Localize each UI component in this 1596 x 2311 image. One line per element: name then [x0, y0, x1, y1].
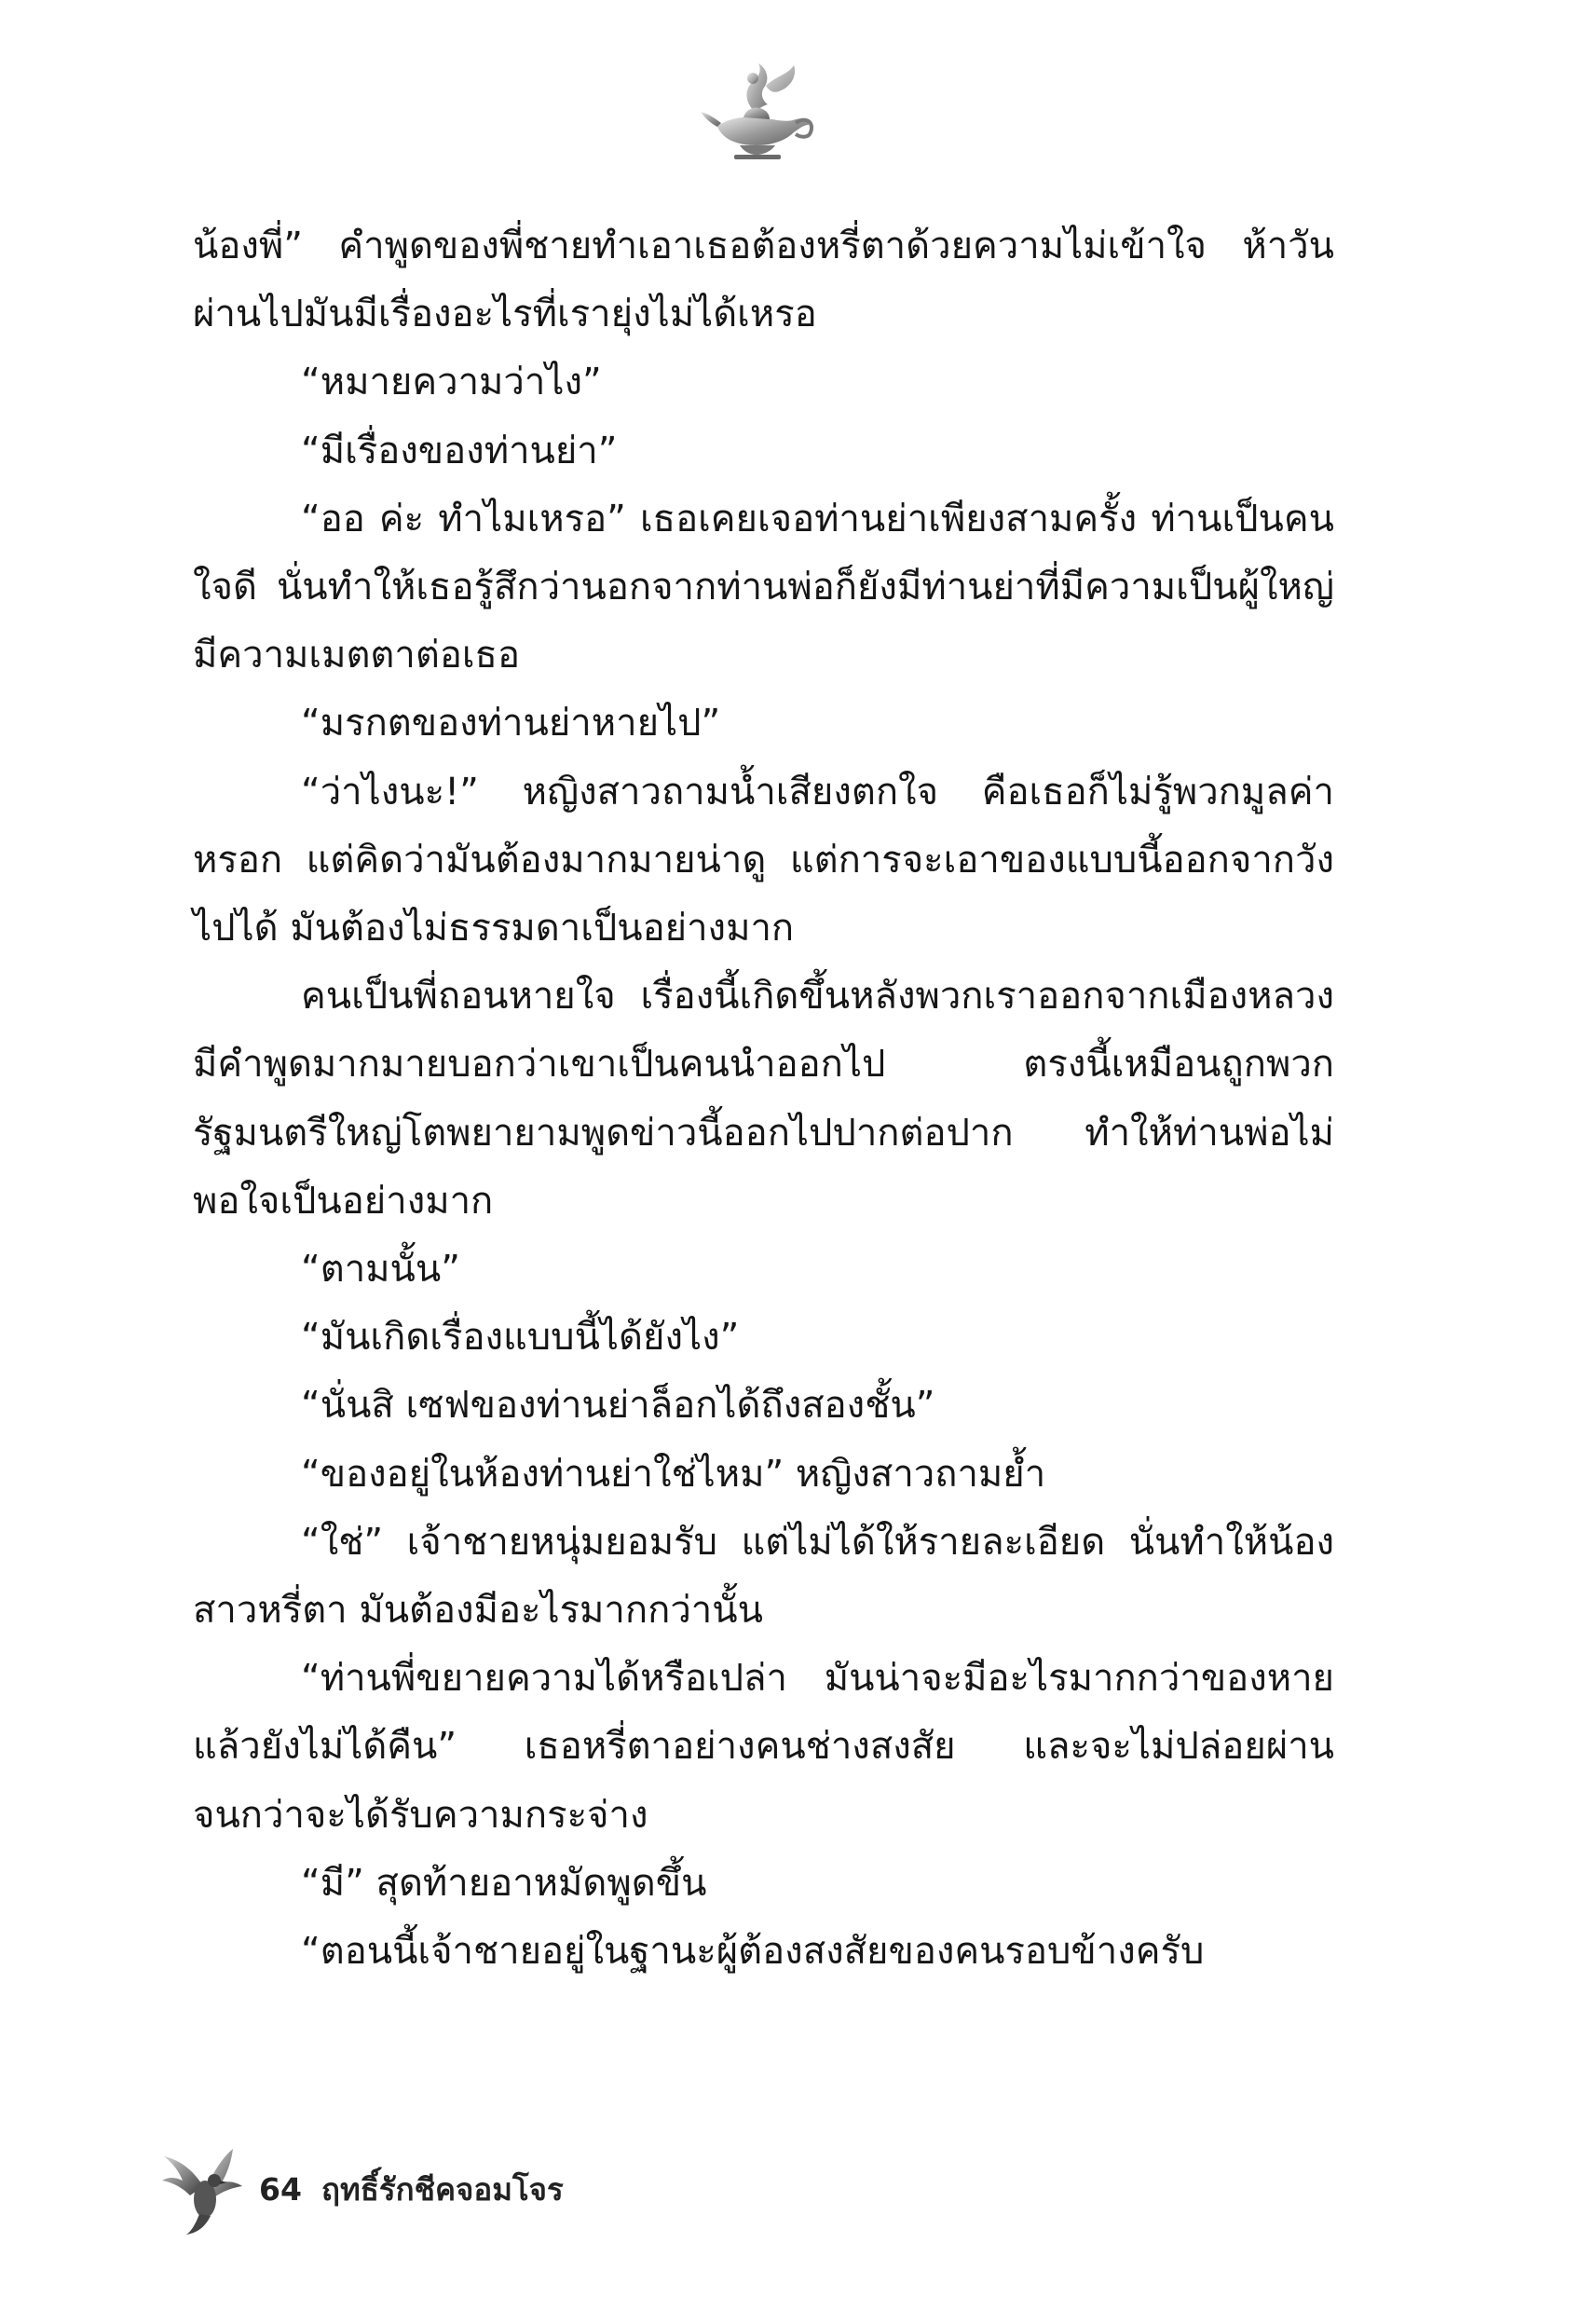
paragraph: “มีเรื่องของท่านย่า” — [301, 429, 618, 472]
paragraph: “หมายความว่าไง” — [301, 361, 602, 404]
paragraph: “มันเกิดเรื่องแบบนี้ได้ยังไง” — [301, 1316, 740, 1360]
genie-lamp-icon — [697, 58, 818, 162]
paragraph: “ท่านพี่ขยายความได้หรือเปล่า มันน่าจะมีอะไรมากกว่าของหายแล้วยังไม่ได้คืน” เธอหรี่ตาอย่างคนช่างสงสัย และจะไม่ปล่อยผ่านจนกว่าจะได้รับความกระจ่าง — [193, 1657, 1334, 1837]
paragraph: “ตอนนี้เจ้าชายอยู่ในฐานะผู้ต้องสงสัยของคนรอบข้างครับ — [301, 1930, 1205, 1974]
paragraph: “มี” สุดท้ายอาหมัดพูดขึ้น — [301, 1861, 707, 1905]
page-footer — [160, 2143, 812, 2246]
paragraph: “มรกตของท่านย่าหายไป” — [301, 702, 721, 745]
paragraph: “ใช่” เจ้าชายหนุ่มยอมรับ แต่ไม่ได้ให้รายละเอียด นั่นทำให้น้องสาวหรี่ตา มันต้องมีอะไรมากกว่านั้น — [193, 1520, 1334, 1633]
paragraph: “นั่นสิ เซฟของท่านย่าล็อกได้ถึงสองชั้น” — [301, 1384, 935, 1428]
book-title: ฤทธิ์รักชีคจอมโจร — [321, 2171, 564, 2208]
paragraph: “ของอยู่ในห้องท่านย่าใช่ไหม” หญิงสาวถามย้ำ — [301, 1452, 1046, 1496]
paragraph: คนเป็นพี่ถอนหายใจ เรื่องนี้เกิดขึ้นหลังพวกเราออกจากเมืองหลวง มีคำพูดมากมายบอกว่าเขาเป็นคนนำออกไป ตรงนี้เหมือนถูกพวกรัฐมนตรีใหญ่โตพยายามพูดข่าวนี้ออกไปปากต่อปาก ทำให้ท่านพ่อไม่พอใจเป็นอย่างมาก — [193, 975, 1334, 1223]
paragraph: “ออ ค่ะ ทำไมเหรอ” เธอเคยเจอท่านย่าเพียงสามครั้ง ท่านเป็นคนใจดี นั่นทำให้เธอรู้สึกว่านอกจากท่านพ่อก็ยังมีท่านย่าที่มีความเป็นผู้ใหญ่ มีความเมตตาต่อเธอ — [193, 497, 1334, 677]
paragraph: “ตามนั้น” — [301, 1248, 460, 1292]
paragraph: น้องพี่” คำพูดของพี่ชายทำเอาเธอต้องหรี่ตาด้วยความไม่เข้าใจ ห้าวันผ่านไปมันมีเรื่องอะไรที่เรายุ่งไม่ได้เหรอ — [193, 225, 1334, 336]
page-number: 64 — [259, 2171, 302, 2208]
paragraph: “ว่าไงนะ!” หญิงสาวถามน้ำเสียงตกใจ คือเธอก็ไม่รู้พวกมูลค่าหรอก แต่คิดว่ามันต้องมากมายน่าดู แต่การจะเอาของแบบนี้ออกจากวังไปได้ มันต้องไม่ธรรมดาเป็นอย่างมาก — [193, 770, 1334, 950]
body-text — [193, 212, 1334, 1986]
bird-icon — [160, 2143, 246, 2236]
